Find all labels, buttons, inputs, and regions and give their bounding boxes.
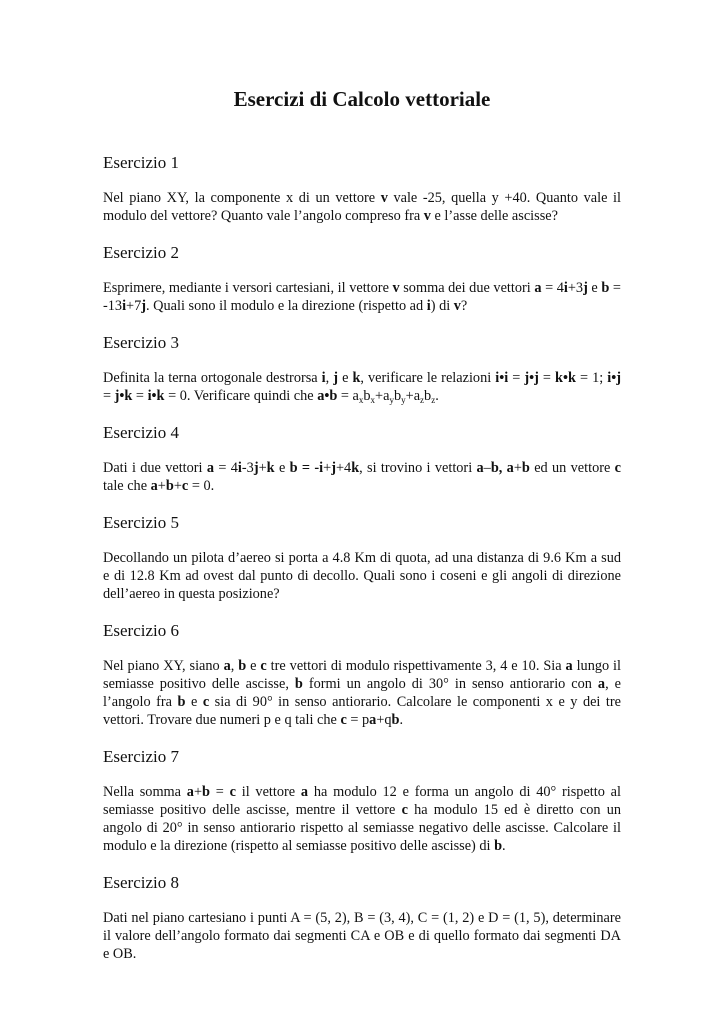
text-run: +q [376, 712, 392, 728]
text-run: + [173, 478, 182, 494]
text-run: . [435, 388, 439, 404]
text-run: , [325, 370, 334, 386]
text-run: -3 [241, 460, 254, 476]
vector-symbol: i•i [495, 370, 509, 386]
text-run: +a [375, 388, 390, 404]
exercise-3 [103, 332, 621, 405]
vector-symbol: j [331, 460, 336, 476]
exercise-text [103, 369, 621, 405]
exercise-heading: Esercizio 3 [103, 333, 179, 352]
text-run: Definita la terna ortogonale destrorsa [103, 370, 322, 386]
vector-symbol: b [294, 676, 303, 692]
vector-symbol: a [597, 676, 606, 692]
vector-symbol: k [266, 460, 275, 476]
vector-symbol: a [565, 658, 573, 674]
vector-symbol: a [300, 784, 309, 800]
text-run: + [157, 478, 166, 494]
exercise-text [103, 783, 621, 855]
vector-symbol: j [253, 460, 259, 476]
text-run: , e l’angolo fra [103, 676, 621, 710]
subscript: z [431, 395, 436, 405]
vector-symbol: b [289, 460, 298, 476]
text-run: , verificare le relazioni [360, 370, 496, 386]
text-run: + [323, 460, 332, 476]
text-run: sia di 90° in senso antiorario. Calcolare le componenti x e y dei tre vettori. Trovare due numeri p e q tali che [103, 694, 621, 728]
text-run: – [483, 460, 491, 476]
text-run: + [513, 460, 522, 476]
vector-symbol: j [583, 280, 588, 296]
vector-symbol: a [186, 784, 194, 800]
exercise-heading: Esercizio 1 [103, 153, 179, 172]
vector-symbol: i [319, 460, 324, 476]
subscript: x [358, 395, 364, 405]
text-run: = 0. Verificare quindi che [164, 388, 318, 404]
text-run: formi un angolo di 30° in senso antiorario con [302, 676, 598, 692]
vector-symbol: i [321, 370, 326, 386]
text-run: ha modulo 12 e forma un angolo di 40° rispetto al semiasse positivo delle ascisse, mentre il vettore [103, 784, 621, 818]
exercise-text [103, 189, 621, 225]
text-run: e [274, 460, 290, 476]
vector-symbol: v [392, 280, 400, 296]
vector-symbol: a [223, 658, 231, 674]
vector-symbol: i•k [147, 388, 165, 404]
subscript: y [401, 395, 406, 405]
exercise-8 [103, 872, 621, 963]
exercise-heading: Esercizio 2 [103, 243, 179, 262]
text-run: = [538, 370, 556, 386]
vector-symbol: c [614, 460, 622, 476]
text-run: b [363, 388, 371, 404]
text-run: somma dei due vettori [399, 280, 535, 296]
subscript: y [389, 395, 394, 405]
vector-symbol: a [369, 712, 377, 728]
text-run: = [132, 388, 148, 404]
vector-symbol: i•j [607, 370, 621, 386]
text-run: = [508, 370, 525, 386]
text-run: Decollando un pilota d’aereo si porta a 4.8 Km di quota, ad una distanza di 9.6 Km a sud e di 12.8 Km ad ovest dal punto di decollo. Quali sono i coseni e gli angoli di direzione dell’aereo in questa posizione? [103, 550, 621, 602]
text-run: Esprimere, mediante i versori cartesiani, il vettore [103, 280, 393, 296]
vector-symbol: v [380, 190, 388, 206]
vector-symbol: i [237, 460, 242, 476]
exercise-2 [103, 242, 621, 315]
vector-symbol: j [141, 298, 147, 314]
text-run: e [246, 658, 261, 674]
exercise-heading: Esercizio 4 [103, 423, 179, 442]
vector-symbol: i [426, 298, 431, 314]
vector-symbol: c [181, 478, 189, 494]
exercise-1 [103, 152, 621, 225]
vector-symbol: j•k [114, 388, 133, 404]
vector-symbol: k [352, 370, 361, 386]
document-title: Esercizi di Calcolo vettoriale [233, 87, 491, 111]
text-run: Nel piano XY, siano [103, 658, 224, 674]
vector-symbol: v [423, 208, 431, 224]
vector-symbol: j•j [524, 370, 539, 386]
text-run: b [393, 388, 402, 404]
text-run: il vettore [235, 784, 301, 800]
vector-symbol: c [260, 658, 267, 674]
vector-symbol: b [521, 460, 530, 476]
text-run: lungo il semiasse positivo delle ascisse, [103, 658, 621, 692]
exercise-heading: Esercizio 8 [103, 873, 179, 892]
text-run: = [103, 388, 115, 404]
text-run: ? [460, 298, 468, 314]
exercise-heading: Esercizio 7 [103, 747, 179, 766]
vector-symbol: a [150, 478, 158, 494]
vector-symbol: b [165, 478, 174, 494]
text-run: ed un vettore [529, 460, 615, 476]
text-run: Nella somma [103, 784, 187, 800]
vector-symbol: b [202, 784, 210, 800]
vector-symbol: i [122, 298, 127, 314]
exercise-text [103, 909, 621, 963]
subscript: z [420, 395, 425, 405]
vector-symbol: k [351, 460, 360, 476]
text-run: = 4 [214, 460, 238, 476]
vector-symbol: b [391, 712, 400, 728]
vector-symbol: a [534, 280, 542, 296]
text-run: . Quali sono il modulo e la direzione (rispetto ad [146, 298, 427, 314]
vector-symbol: j [333, 370, 339, 386]
exercise-text [103, 657, 621, 729]
text-run: +7 [126, 298, 142, 314]
vector-symbol: c [340, 712, 347, 728]
exercise-heading: Esercizio 6 [103, 621, 179, 640]
text-run: tre vettori di modulo rispettivamente 3, 4 e 10. Sia [266, 658, 566, 674]
exercise-7 [103, 746, 621, 855]
text-run: +a [405, 388, 421, 404]
vector-symbol: = - [297, 460, 320, 476]
text-run: Nel piano XY, la componente x di un vettore [103, 190, 381, 206]
text-run: = 4 [541, 280, 564, 296]
text-run: ha modulo 15 ed è diretto con un angolo di 20° in senso antiorario rispetto al semiasse negativo delle ascisse. Calcolare il modulo e la direzione (rispetto al semiasse positivo delle ascisse) di [103, 802, 621, 854]
vector-symbol: a•b [317, 388, 338, 404]
text-run: e [185, 694, 203, 710]
text-run: e [338, 370, 353, 386]
vector-symbol: v [453, 298, 461, 314]
text-run: = [209, 784, 230, 800]
text-run: , si trovino i vettori [359, 460, 477, 476]
text-run: . [502, 838, 506, 854]
vector-symbol: b, a [490, 460, 514, 476]
vector-symbol: c [202, 694, 210, 710]
text-run: = p [346, 712, 370, 728]
vector-symbol: b [494, 838, 503, 854]
vector-symbol: b [238, 658, 247, 674]
exercise-6 [103, 620, 621, 729]
subscript: x [370, 395, 376, 405]
text-run: Dati i due vettori [103, 460, 207, 476]
text-run: = 0. [188, 478, 215, 494]
exercise-heading: Esercizio 5 [103, 513, 179, 532]
text-run: vale -25, quella y +40. Quanto vale il modulo del vettore? Quanto vale l’angolo compreso fra [103, 190, 621, 224]
vector-symbol: c [229, 784, 236, 800]
text-run: e l’asse delle ascisse? [430, 208, 558, 224]
vector-symbol: b [177, 694, 186, 710]
exercise-text [103, 549, 621, 603]
text-run: Dati nel piano cartesiano i punti A = (5, 2), B = (3, 4), C = (1, 2) e D = (1, 5), determinare il valore dell’angolo formato dai segmenti CA e OB e di quello formato dai segmenti DA e OB. [103, 910, 621, 962]
exercise-4 [103, 422, 621, 495]
text-run: tale che [103, 478, 151, 494]
text-run: , [230, 658, 239, 674]
vector-symbol: a [206, 460, 215, 476]
vector-symbol: a [476, 460, 484, 476]
text-run: e [587, 280, 602, 296]
vector-symbol: i [563, 280, 568, 296]
text-run: +4 [335, 460, 352, 476]
text-run: ) di [430, 298, 454, 314]
exercise-text [103, 279, 621, 315]
text-run: + [193, 784, 203, 800]
text-run: = -13 [103, 280, 621, 314]
exercise-text [103, 459, 621, 495]
text-run: = 1; [575, 370, 608, 386]
vector-symbol: b [601, 280, 610, 296]
text-run: . [399, 712, 404, 728]
vector-symbol: c [401, 802, 408, 818]
exercise-5 [103, 512, 621, 603]
vector-symbol: k•k [555, 370, 576, 386]
text-run: = a [337, 388, 359, 404]
text-run: + [258, 460, 267, 476]
text-run: +3 [567, 280, 584, 296]
text-run: b [424, 388, 432, 404]
